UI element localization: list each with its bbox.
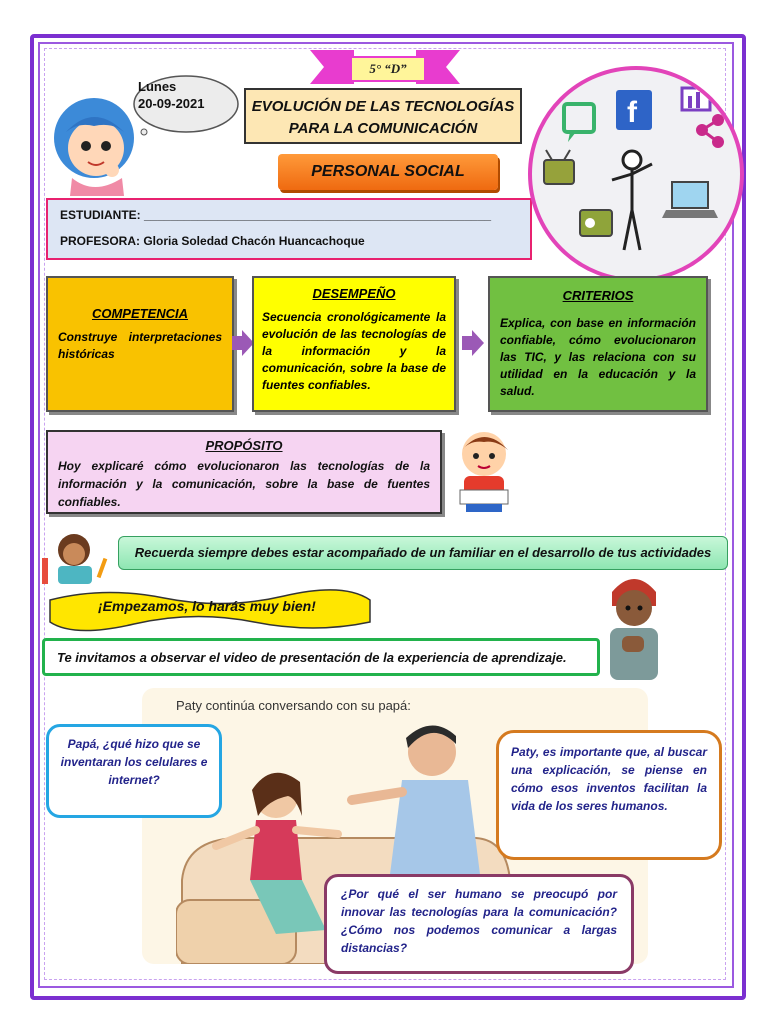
reading-boy-illustration	[446, 428, 522, 514]
criterios-title: CRITERIOS	[562, 288, 634, 303]
criterios-card	[488, 276, 708, 412]
thinking-girl-illustration	[42, 92, 146, 196]
grade-label: 5° “D”	[350, 56, 426, 82]
desempeno-card	[252, 276, 456, 412]
technology-circle	[528, 66, 744, 282]
video-invitation[interactable]: Te invitamos a observar el video de presentación de la experiencia de aprendizaje.	[42, 638, 600, 676]
svg-text:f: f	[627, 96, 637, 129]
child-speech-bubble: Papá, ¿qué hizo que se inventaran los celulares e internet?	[46, 724, 222, 818]
date-value: 20-09-2021	[138, 96, 205, 111]
question-bubble: ¿Por qué el ser humano se preocupó por innovar las tecnologías para la comunicación? ¿Cómo nos podemos comunicar a largas distancias?	[324, 874, 634, 974]
laptop-icon	[662, 182, 718, 218]
tv-icon	[544, 150, 574, 184]
info-box	[46, 198, 532, 260]
bar-chart-icon	[682, 88, 710, 110]
person-icon	[612, 151, 652, 250]
student-field[interactable]: ESTUDIANTE: ____________________________________________________	[60, 208, 492, 222]
reminder-banner: Recuerda siempre debes estar acompañado de un familiar en el desarrollo de tus actividades	[118, 536, 728, 570]
lesson-title	[244, 88, 522, 144]
competencia-card	[46, 276, 234, 412]
chat-bubble-icon	[564, 104, 594, 142]
father-speech-bubble: Paty, es importante que, al buscar una explicación, se piense en cómo esos inventos facilitan la vida de los seres humanos.	[496, 730, 722, 860]
arrow-right-icon	[232, 330, 254, 356]
date-text	[138, 78, 205, 112]
teacher-label: PROFESORA: Gloria Soledad Chacón Huancachoque	[60, 234, 365, 248]
proposito-box	[46, 430, 442, 514]
proposito-body: Hoy explicaré cómo evolucionaron las tecnologías de la información y la comunicación, sobre la base de fuentes confiables.	[58, 459, 430, 509]
encourage-text: ¡Empezamos, lo harás muy bien!	[98, 598, 316, 614]
competencia-body: Construye interpretaciones históricas	[58, 330, 222, 361]
title-line-2: PARA LA COMUNICACIÓN	[288, 120, 478, 137]
facebook-icon	[616, 90, 652, 130]
desempeno-body: Secuencia cronológicamente la evolución de las tecnologías de la información y la comunicación, sobre la base de fuentes confiables.	[262, 310, 446, 392]
arrow-right-icon	[462, 330, 484, 356]
share-icon	[696, 114, 724, 148]
radio-icon	[580, 210, 612, 236]
subject-banner: PERSONAL SOCIAL	[278, 154, 498, 190]
date-day: Lunes	[138, 79, 177, 94]
girl-writing-illustration	[38, 528, 112, 584]
criterios-body: Explica, con base en información confiable, cómo evolucionaron las TIC, y las relaciona con su utilidad en la educación y la salud.	[500, 316, 696, 398]
competencia-title: COMPETENCIA	[91, 306, 189, 321]
proposito-title: PROPÓSITO	[205, 438, 283, 453]
title-line-1: EVOLUCIÓN DE LAS TECNOLOGÍAS	[251, 98, 515, 115]
desempeno-title: DESEMPEÑO	[312, 286, 396, 301]
scene-caption: Paty continúa conversando con su papá:	[176, 698, 411, 713]
andean-boy-illustration	[598, 572, 670, 680]
